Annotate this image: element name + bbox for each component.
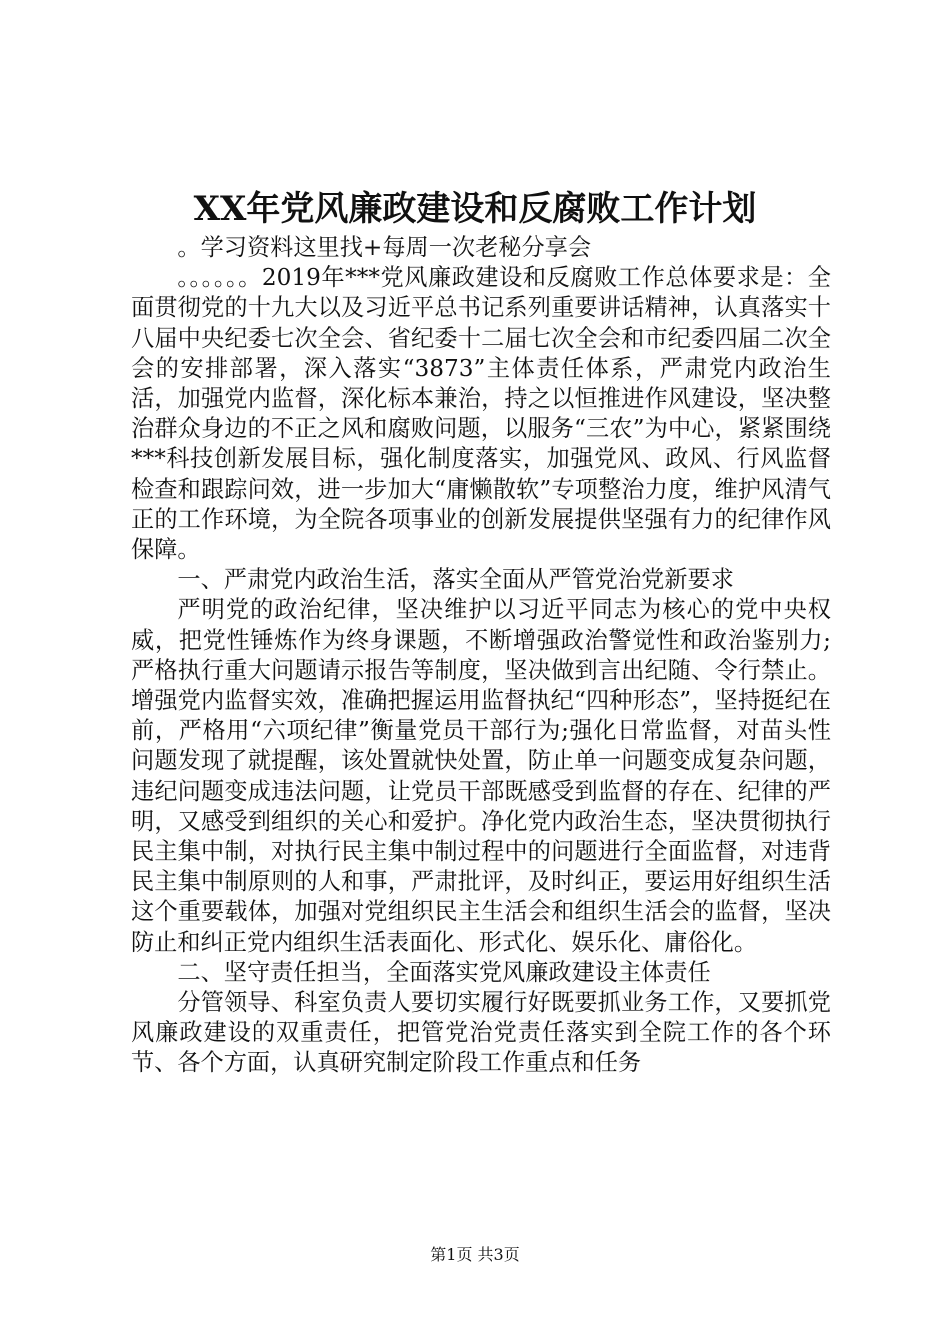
paragraph-intro-note: 。学习资料这里找+每周一次老秘分享会 bbox=[177, 234, 592, 261]
paragraph-overall-requirements: 。。。。。。2019年***党风廉政建设和反腐败工作总体要求是：全面贯彻党的十九大以及习近平总书记系列重要讲话精神，认真落实十八届中央纪委七次全会、省纪委十二届七次全会和市纪委四届二次全会的安排部署，深入落实“3873”主体责任体系，严肃党内政治生活，加强党内监督，深化标本兼治，持之以恒推进作风建设，坚决整治群众身边的不正之风和腐败问题，以服务“三农”为中心，紧紧围绕***科技创新发展目标，强化制度落实，加强党风、政风、行风监督检查和跟踪问效，进一步加大“庸懒散软”专项整治力度，维护风清气正的工作环境，为全院各项事业的创新发展提供坚强有力的纪律作风保障。 bbox=[131, 264, 831, 564]
section-heading-2: 二、坚守责任担当，全面落实党风廉政建设主体责任 bbox=[177, 958, 711, 986]
paragraph-section-1: 严明党的政治纪律，坚决维护以习近平同志为核心的党中央权威，把党性锤炼作为终身课题，不断增强政治警觉性和政治鉴别力;严格执行重大问题请示报告等制度，坚决做到言出纪随、令行禁止。增强党内监督实效，准确把握运用监督执纪“四种形态”，坚持挺纪在前，严格用“六项纪律”衡量党员干部行为;强化日常监督，对苗头性问题发现了就提醒，该处置就快处置，防止单一问题变成复杂问题，违纪问题变成违法问题，让党员干部既感受到监督的存在、纪律的严明，又感受到组织的关心和爱护。净化党内政治生态，坚决贯彻执行民主集中制，对执行民主集中制过程中的问题进行全面监督，对违背民主集中制原则的人和事，严肃批评，及时纠正，要运用好组织生活这个重要载体，加强对党组织民主生活会和组织生活会的监督，坚决防止和纠正党内组织生活表面化、形式化、娱乐化、庸俗化。 bbox=[131, 596, 831, 956]
paragraph-section-2: 分管领导、科室负责人要切实履行好既要抓业务工作，又要抓党风廉政建设的双重责任，把管党治党责任落实到全院工作的各个环节、各个方面，认真研究制定阶段工作重点和任务 bbox=[131, 989, 831, 1077]
page-footer: 第1页 共3页 bbox=[430, 1245, 520, 1264]
document-body bbox=[131, 233, 831, 1079]
section-heading-1: 一、严肃党内政治生活，落实全面从严管党治党新要求 bbox=[177, 566, 734, 594]
document-title: XX年党风廉政建设和反腐败工作计划 bbox=[193, 189, 757, 229]
